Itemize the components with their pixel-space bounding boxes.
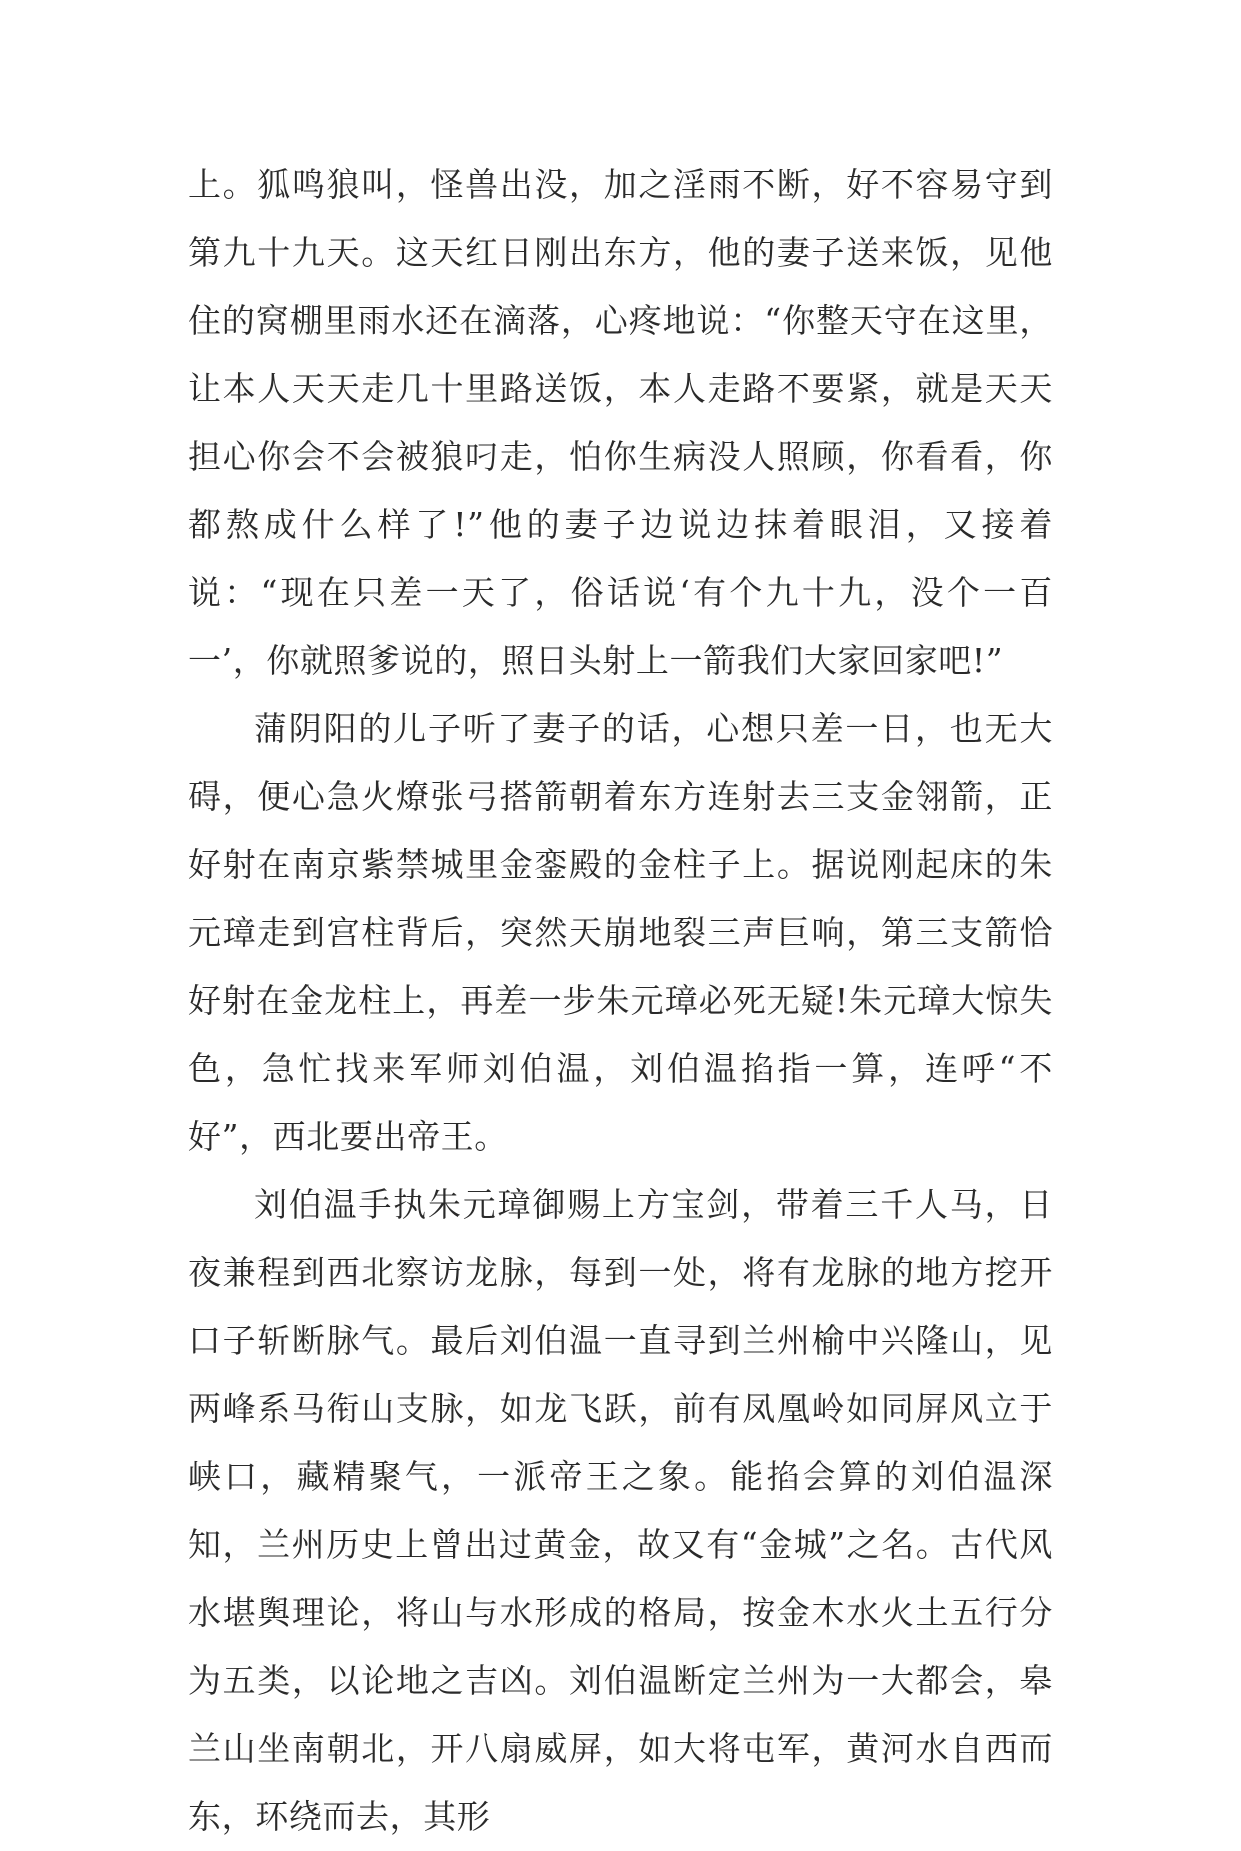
paragraph-continued: 上。狐鸣狼叫，怪兽出没，加之淫雨不断，好不容易守到第九十九天。这天红日刚出东方，他的妻子送来饭，见他住的窝棚里雨水还在滴落，心疼地说：“你整天守在这里，让本人天天走几十里路送饭，本人走路不要紧，就是天天担心你会不会被狼叼走，怕你生病没人照顾，你看看，你都熬成什么样了!”他的妻子边说边抹着眼泪，又接着说：“现在只差一天了，俗话说‘有个九十九，没个一百一’，你就照爹说的，照日头射上一箭我们大家回家吧!” [188, 165, 1053, 680]
body-text [188, 151, 1053, 1851]
paragraph: 蒲阴阳的儿子听了妻子的话，心想只差一日，也无大碍，便心急火燎张弓搭箭朝着东方连射去三支金翎箭，正好射在南京紫禁城里金銮殿的金柱子上。据说刚起床的朱元璋走到宫柱背后，突然天崩地裂三声巨响，第三支箭恰好射在金龙柱上，再差一步朱元璋必死无疑!朱元璋大惊失色，急忙找来军师刘伯温，刘伯温掐指一算，连呼“不好”，西北要出帝王。 [188, 709, 1053, 1156]
paragraph: 刘伯温手执朱元璋御赐上方宝剑，带着三千人马，日夜兼程到西北察访龙脉，每到一处，将有龙脉的地方挖开口子斩断脉气。最后刘伯温一直寻到兰州榆中兴隆山，见两峰系马衔山支脉，如龙飞跃，前有凤凰岭如同屏风立于峡口，藏精聚气，一派帝王之象。能掐会算的刘伯温深知，兰州历史上曾出过黄金，故又有“金城”之名。古代风水堪舆理论，将山与水形成的格局，按金木水火土五行分为五类，以论地之吉凶。刘伯温断定兰州为一大都会，皋兰山坐南朝北，开八扇威屏，如大将屯军，黄河水自西而东，环绕而去，其形 [188, 1185, 1053, 1836]
